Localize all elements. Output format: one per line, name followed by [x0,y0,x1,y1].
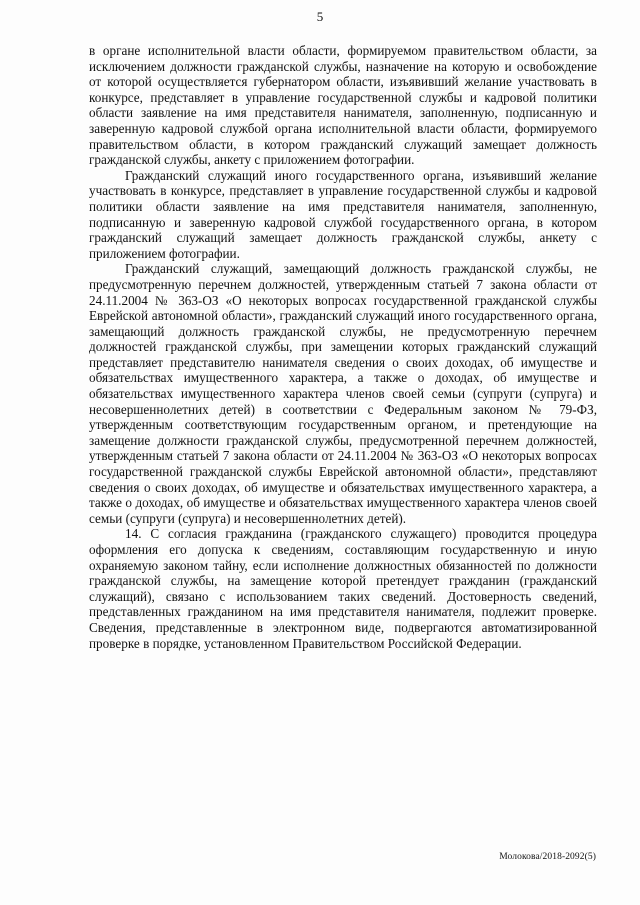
paragraph-4: 14. С согласия гражданина (гражданского служащего) проводится процедура оформления его допуска к сведениям, составляющим государственную и иную охраняемую законом тайну, если исполнение должностных обязанностей по должности гражданской службы, на замещение которой претендует гражданин (гражданский служащий), связано с использованием таких сведений. Достоверность сведений, представленных гражданином на имя представителя нанимателя, подлежит проверке. Сведения, представленные в электронном виде, подвергаются автоматизированной проверке в порядке, установленном Правительством Российской Федерации. [89,526,597,651]
paragraph-3: Гражданский служащий, замещающий должность гражданской службы, не предусмотренную перечнем должностей, утвержденным статьей 7 закона области от 24.11.2004 № 363-ОЗ «О некоторых вопросах государственной гражданской службы Еврейской автономной области», гражданский служащий иного государственного органа, замещающий должность гражданской службы, не предусмотренную перечнем должностей гражданской службы, при замещении которых гражданский служащий представляет представителю нанимателя сведения о своих доходах, об имуществе и обязательствах имущественного характера, а также о доходах, об имуществе и обязательствах имущественного характера членов своей семьи (супруги (супруга) и несовершеннолетних детей) в соответствии с Федеральным законом № 79-ФЗ, утвержденным соответствующим государственным органом, и претендующие на замещение должности гражданской службы, предусмотренной перечнем должностей, утвержденным статьей 7 закона области от 24.11.2004 № 363-ОЗ «О некоторых вопросах государственной гражданской службы Еврейской автономной области», представляют сведения о своих доходах, об имуществе и обязательствах имущественного характера, а также о доходах, об имуществе и обязательствах имущественного характера членов своей семьи (супруги (супруга) и несовершеннолетних детей). [89,261,597,526]
document-body [89,43,597,651]
document-footer-id: Молокова/2018-2092(5) [499,852,596,862]
page-number: 5 [316,9,324,24]
paragraph-1: в органе исполнительной власти области, формируемом правительством области, за исключением должности гражданской службы, назначение на которую и освобождение от которой осуществляется губернатором области, изъявивший желание участвовать в конкурсе, представляет в управление государственной службы и кадровой политики области заявление на имя представителя нанимателя, заполненную, подписанную и заверенную кадровой службой органа исполнительной власти области, формируемого правительством области, в котором гражданский служащий замещает должность гражданской службы, анкету с приложением фотографии. [89,43,597,168]
paragraph-2: Гражданский служащий иного государственного органа, изъявивший желание участвовать в конкурсе, представляет в управление государственной службы и кадровой политики области заявление на имя представителя нанимателя, заполненную, подписанную и заверенную кадровой службой государственного органа, в котором гражданский служащий замещает должность гражданской службы, анкету с приложением фотографии. [89,167,597,261]
